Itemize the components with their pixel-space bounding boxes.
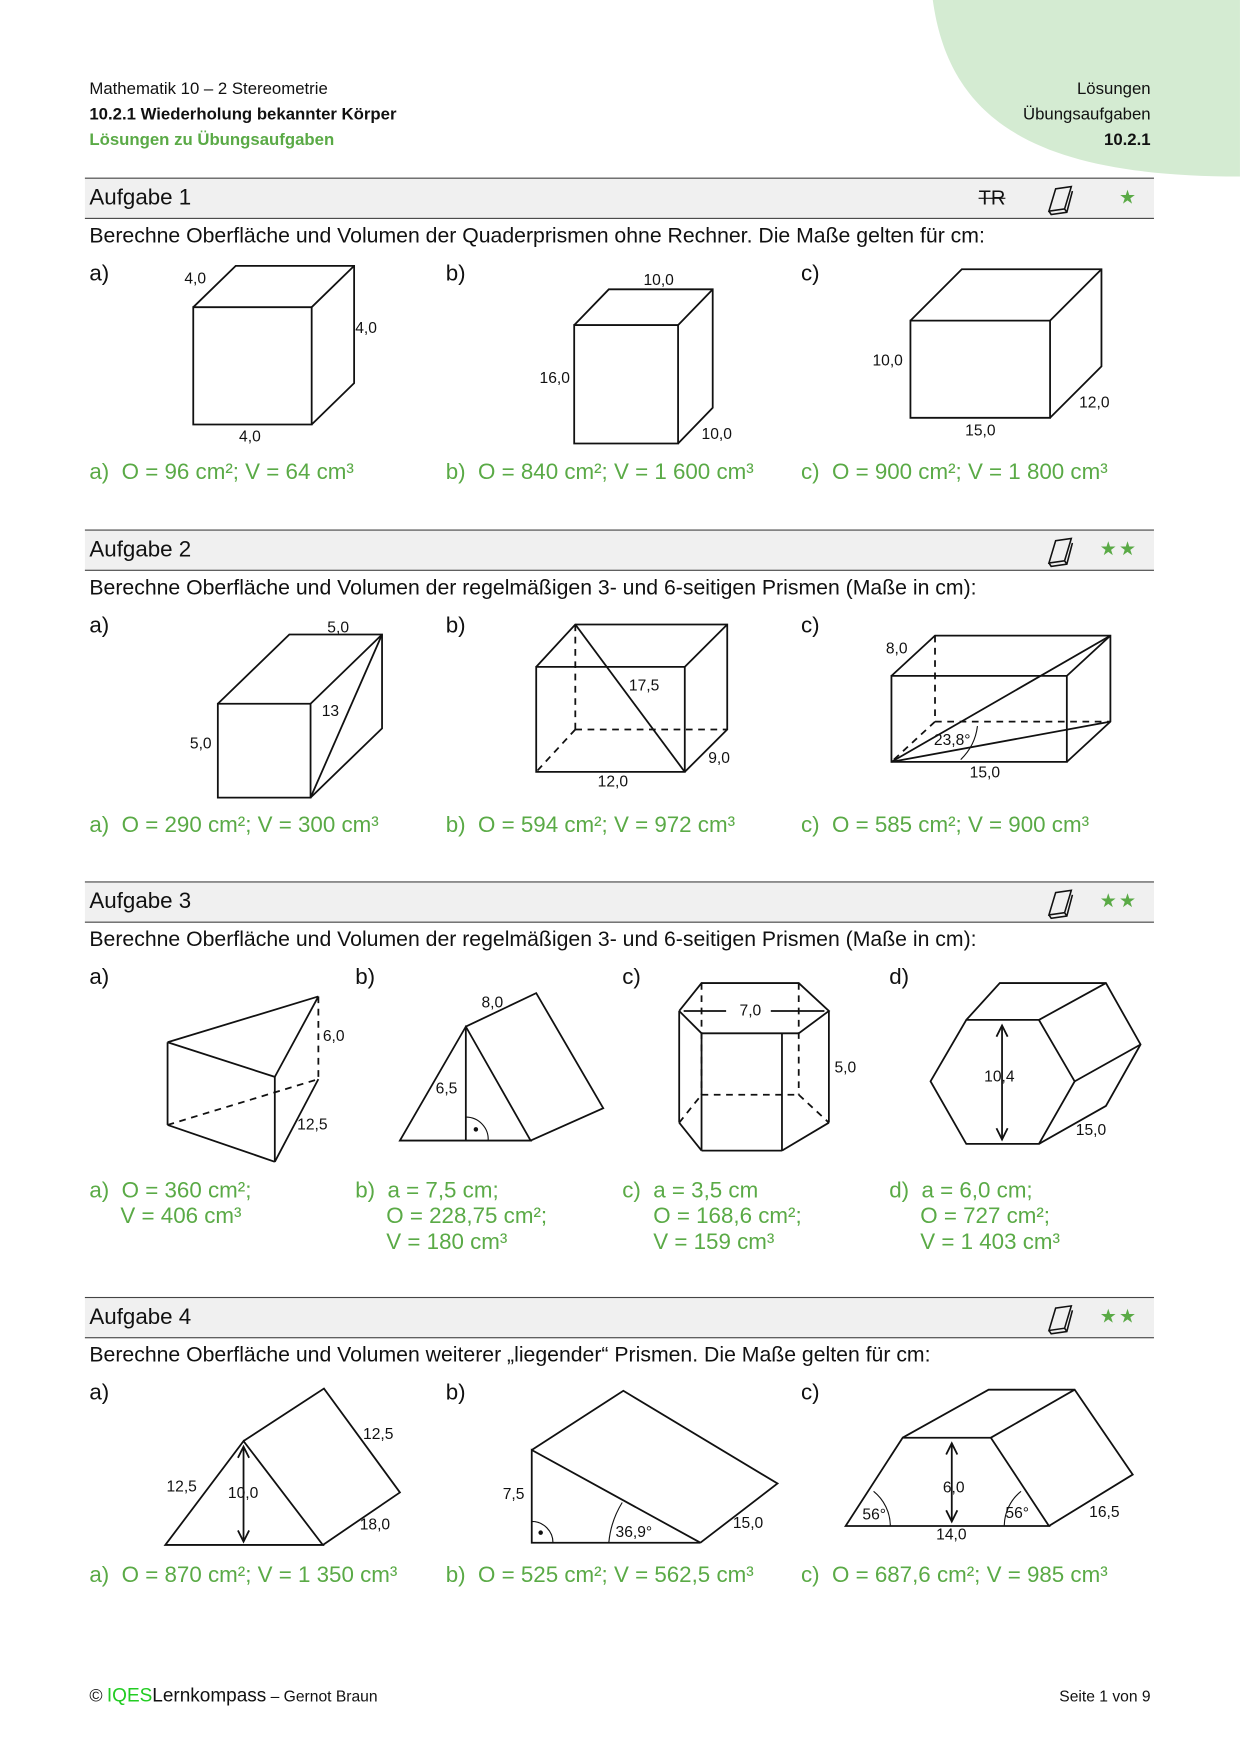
- svg-text:10,0: 10,0: [701, 426, 732, 444]
- subtitle: Lösungen zu Übungsaufgaben: [89, 130, 335, 150]
- svg-text:12,5: 12,5: [363, 1425, 394, 1443]
- svg-text:16,5: 16,5: [1089, 1504, 1120, 1522]
- task-title: Aufgabe 3: [89, 889, 192, 914]
- answer-3b: b) a = 7,5 cm; O = 228,75 cm²; V = 180 cm³: [355, 1178, 548, 1255]
- answer-1b: b) O = 840 cm²; V = 1 600 cm³: [445, 460, 754, 485]
- answer-2c: c) O = 585 cm²; V = 900 cm³: [800, 813, 1090, 838]
- svg-text:18,0: 18,0: [359, 1516, 391, 1534]
- svg-text:16,0: 16,0: [539, 370, 570, 388]
- part-label: c): [622, 965, 641, 990]
- svg-text:10,4: 10,4: [984, 1068, 1015, 1086]
- figure-4a-triangular-prism: [165, 1389, 400, 1545]
- answer-4b: b) O = 525 cm²; V = 562,5 cm³: [445, 1562, 754, 1588]
- answer-4a: a) O = 870 cm²; V = 1 350 cm³: [89, 1562, 398, 1588]
- part-label: d): [889, 965, 910, 990]
- brand-iqes: IQES: [106, 1684, 153, 1706]
- answer-3c: c) a = 3,5 cm O = 168,6 cm²; V = 159 cm³: [622, 1178, 802, 1255]
- svg-text:12,5: 12,5: [166, 1478, 197, 1496]
- figure-3a-triangular-prism: [168, 996, 345, 1161]
- header-right-1: Lösungen: [1076, 79, 1151, 99]
- part-label: c): [800, 613, 820, 638]
- answer-1a: a) O = 96 cm²; V = 64 cm³: [89, 460, 354, 485]
- task-title: Aufgabe 4: [89, 1304, 192, 1330]
- part-label: c): [800, 261, 820, 286]
- answer-4c: c) O = 687,6 cm²; V = 985 cm³: [800, 1562, 1108, 1588]
- svg-text:5,0: 5,0: [189, 735, 212, 753]
- svg-text:6,0: 6,0: [942, 1479, 965, 1497]
- copyright-icon: ©: [89, 1686, 103, 1706]
- svg-text:9,0: 9,0: [708, 749, 730, 767]
- difficulty-stars: ★: [1119, 186, 1139, 208]
- task-2-text: Berechne Oberfläche und Volumen der regelmäßigen 3- und 6-seitigen Prismen (Maße in cm):: [89, 576, 977, 600]
- svg-text:8,0: 8,0: [481, 994, 504, 1012]
- answer-2a: a) O = 290 cm²; V = 300 cm³: [89, 813, 379, 838]
- difficulty-stars: ★★: [1099, 890, 1139, 912]
- header-right-3: 10.2.1: [1104, 130, 1151, 150]
- svg-text:10,0: 10,0: [643, 271, 674, 289]
- svg-text:56°: 56°: [1005, 1505, 1030, 1523]
- svg-text:8,0: 8,0: [885, 640, 908, 658]
- header-right-2: Übungsaufgaben: [1022, 105, 1151, 124]
- svg-text:7,5: 7,5: [502, 1486, 525, 1504]
- svg-text:6,5: 6,5: [435, 1080, 458, 1098]
- part-label: a): [89, 1380, 110, 1406]
- svg-text:14,0: 14,0: [936, 1526, 967, 1544]
- subject: Mathematik 10 – 2 Stereometrie: [89, 79, 328, 99]
- svg-text:12,0: 12,0: [1079, 394, 1110, 412]
- no-calculator-icon: TR: [978, 186, 1006, 209]
- task-1-text: Berechne Oberfläche und Volumen der Quaderprismen ohne Rechner. Die Maße gelten für cm:: [89, 224, 985, 248]
- svg-text:56°: 56°: [862, 1506, 887, 1524]
- svg-text:15,0: 15,0: [969, 764, 1001, 782]
- svg-text:17,5: 17,5: [628, 677, 660, 695]
- figure-4b-wedge: [503, 1391, 778, 1543]
- figure-1b-cuboid: [540, 272, 733, 444]
- svg-text:15,0: 15,0: [732, 1515, 764, 1533]
- svg-text:36,9°: 36,9°: [615, 1524, 653, 1542]
- part-label: b): [445, 1380, 466, 1406]
- figure-3d-hexagonal-prism: [931, 983, 1141, 1144]
- figure-2c-cuboid: [886, 636, 1111, 782]
- difficulty-stars: ★★: [1099, 538, 1139, 560]
- svg-text:12,5: 12,5: [297, 1116, 328, 1134]
- chapter: 10.2.1 Wiederholung bekannter Körper: [89, 105, 397, 124]
- svg-text:12,0: 12,0: [597, 773, 629, 791]
- svg-text:10,0: 10,0: [227, 1485, 259, 1503]
- part-label: b): [355, 965, 376, 990]
- author: – Gernot Braun: [270, 1686, 378, 1705]
- svg-text:6,0: 6,0: [322, 1028, 345, 1046]
- figure-3b-triangular-prism: [400, 993, 603, 1140]
- svg-text:7,0: 7,0: [739, 1002, 762, 1020]
- figure-2a-prism: [190, 619, 382, 797]
- part-label: b): [445, 261, 466, 286]
- part-label: b): [445, 613, 466, 638]
- answer-3d: d) a = 6,0 cm; O = 727 cm²; V = 1 403 cm³: [889, 1178, 1060, 1255]
- figure-1c-cuboid: [872, 269, 1109, 439]
- figure-3c-hexagonal-prism: [679, 983, 856, 1151]
- figure-2b-cuboid: [536, 624, 730, 790]
- task-title: Aufgabe 1: [89, 185, 192, 211]
- part-label: a): [89, 613, 110, 638]
- svg-text:5,0: 5,0: [327, 619, 350, 637]
- answer-2b: b) O = 594 cm²; V = 972 cm³: [445, 813, 736, 838]
- svg-text:13: 13: [321, 703, 340, 721]
- svg-text:15,0: 15,0: [1075, 1121, 1107, 1139]
- figure-1a-cube: [184, 266, 377, 445]
- svg-text:4,0: 4,0: [355, 319, 377, 337]
- part-label: a): [89, 261, 110, 286]
- part-label: c): [800, 1380, 820, 1406]
- task-3-text: Berechne Oberfläche und Volumen der regelmäßigen 3- und 6-seitigen Prismen (Maße in cm):: [89, 928, 977, 952]
- svg-text:23,8°: 23,8°: [933, 732, 971, 750]
- answer-3a: a) O = 360 cm²; V = 406 cm³: [89, 1178, 252, 1229]
- footer-brand: [89, 1685, 377, 1707]
- task-title: Aufgabe 2: [89, 537, 192, 562]
- page-number: Seite 1 von 9: [1059, 1686, 1151, 1705]
- answer-1c: c) O = 900 cm²; V = 1 800 cm³: [800, 460, 1108, 485]
- svg-text:10,0: 10,0: [872, 352, 903, 370]
- svg-text:4,0: 4,0: [184, 270, 207, 288]
- brand-lernkompass: Lernkompass: [152, 1684, 267, 1706]
- part-label: a): [89, 965, 110, 990]
- svg-text:4,0: 4,0: [239, 428, 261, 446]
- svg-text:5,0: 5,0: [834, 1059, 857, 1077]
- svg-text:15,0: 15,0: [965, 422, 996, 440]
- difficulty-stars: ★★: [1099, 1305, 1139, 1328]
- figure-4c-trapezoid-prism: [846, 1390, 1133, 1544]
- task-4-text: Berechne Oberfläche und Volumen weiterer „liegender“ Prismen. Die Maße gelten für cm:: [89, 1343, 931, 1368]
